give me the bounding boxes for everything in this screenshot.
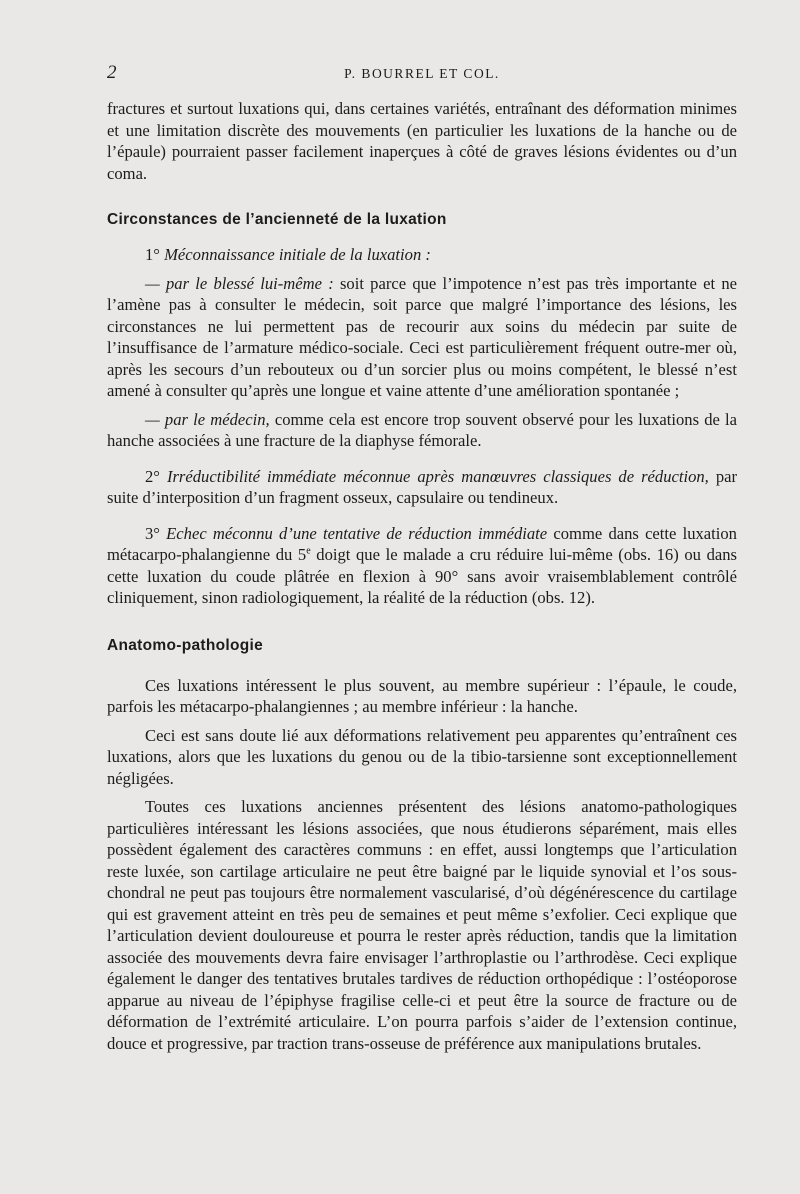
section-heading-anciennete: Circonstances de l’ancienneté de la luxation xyxy=(107,211,447,228)
dash-1-lead: — par le blessé lui-même : xyxy=(145,273,334,293)
item-3-paragraph xyxy=(107,523,737,609)
anatomo-paragraph-2: Ceci est sans doute lié aux déformations relativement peu apparentes qu’entraînent ces luxations, alors que les luxations du genou ou de la tibio-tarsienne sont exceptionnellement négligées. xyxy=(107,725,737,788)
item-3-superscript: e xyxy=(306,545,311,557)
page-number: 2 xyxy=(107,62,117,83)
anatomo-paragraph-3: Toutes ces luxations anciennes présentent des lésions anatomo-pathologiques particulières intéressant les lésions associées, que nous étudierons séparément, mais elles possèdent également des caractères communs : en effet, aussi longtemps que l’articulation reste luxée, son cartilage articulaire ne peut être baigné par le liquide synovial et l’os sous-chondral ne peut pas toujours être normalement vascularisé, d’où dégénérescence du cartilage qui est gravement atteint en très peu de semaines et peut même s’exfolier. Ceci explique que l’articulation devient douloureuse et pourra le rester après réduction, tandis que la limitation associée des mouvements devra faire envisager l’arthroplastie ou l’arthrodèse. Ceci explique également le danger des tentatives brutales tardives de réduction orthopédique : l’ostéoporose apparue au niveau de l’épiphyse fragilise celle-ci et peut être la source de fracture ou de déformation de l’extrémité articulaire. L’on pourra parfois s’aider de l’extension continue, douce et progressive, par traction trans-osseuse de préférence aux manipulations brutales. xyxy=(107,797,737,1053)
item-2-number: 2° xyxy=(145,466,160,486)
item-3-number: 3° xyxy=(145,523,160,543)
item-2-paragraph xyxy=(107,466,737,509)
running-head xyxy=(107,62,737,88)
item-1-title: Méconnaissance initiale de la luxation : xyxy=(164,245,431,264)
anatomo-paragraph-1: Ces luxations intéressent le plus souvent, au membre supérieur : l’épaule, le coude, parfois les métacarpo-phalangiennes ; au membre inférieur : la hanche. xyxy=(107,675,737,716)
item-3-title: Echec méconnu d’une tentative de réduction immédiate xyxy=(166,523,548,543)
dash-1-paragraph xyxy=(107,273,737,402)
page-content xyxy=(107,62,737,1054)
section-heading-anatomo-pathologie: Anatomo-pathologie xyxy=(107,636,264,654)
item-3-text-a: comme dans cette luxation métacarpo-phalangienne du 5 xyxy=(107,523,737,564)
dash-2-text: comme cela est encore trop souvent observé pour les luxations de la hanche associées à une fracture de la diaphyse fémorale. xyxy=(107,409,737,450)
dash-2-lead: — par le médecin, xyxy=(145,409,270,429)
item-3-text-b: doigt que le malade a cru réduire lui-même (obs. 16) ou dans cette luxation du coude plâtrée en flexion à 90° sans avoir vraisemblablement contrôlé cliniquement, sinon radiologiquement, la réalité de la réduction (obs. 12). xyxy=(107,545,738,607)
item-2-text: par suite d’interposition d’un fragment osseux, capsulaire ou tendineux. xyxy=(107,466,738,507)
intro-paragraph: fractures et surtout luxations qui, dans certaines variétés, entraînant des déformation minimes et une limitation discrète des mouvements (en particulier les luxations de la hanche ou de l’épaule) pourraient passer facilement inaperçues à côté de graves lésions évidentes ou d’un coma. xyxy=(107,99,737,183)
dash-2-paragraph xyxy=(107,409,737,452)
item-1-paragraph xyxy=(107,244,737,266)
item-1-number: 1° xyxy=(145,245,160,264)
item-2-title: Irréductibilité immédiate méconnue après manœuvres classiques de réduction, xyxy=(166,466,709,486)
dash-1-text: soit parce que l’impotence n’est pas très importante et ne l’amène pas à consulter le médecin, soit parce que malgré l’importance des lésions, les circonstances ne lui permettent pas de recourir aux soins du médecin par suite de l’insuffisance de l’armature médico-sociale. Ceci est particulièrement fréquent outre-mer où, après les secours d’un rebouteux ou d’un sorcier plus ou moins compétent, le blessé n’est amené à consulter qu’après une longue et vaine attente d’une amélioration spontanée ; xyxy=(107,273,737,400)
running-title: P. BOURREL ET COL. xyxy=(344,66,500,81)
